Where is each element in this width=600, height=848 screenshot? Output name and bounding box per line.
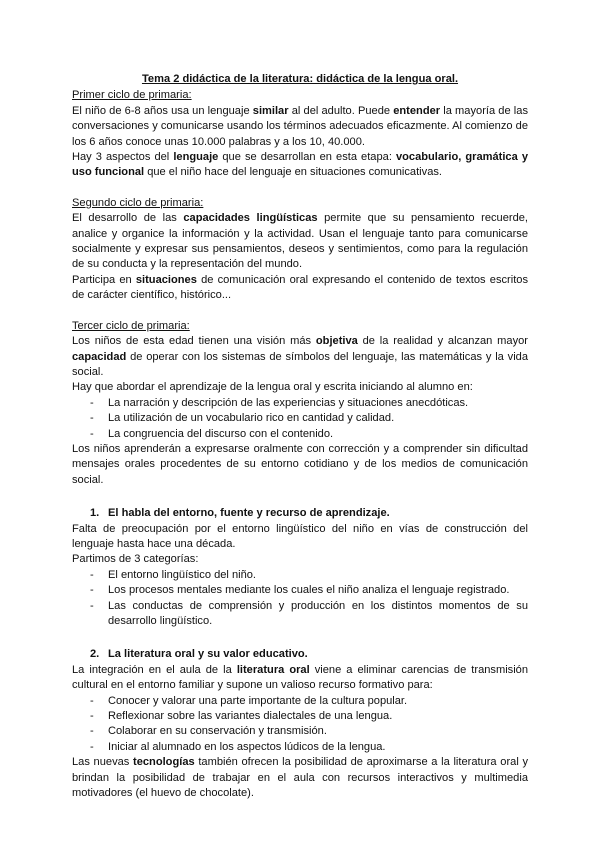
bold-term: tecnologías	[133, 756, 195, 769]
list-item: - Los procesos mentales mediante los cuales el niño analiza el lenguaje registrado.	[72, 583, 528, 598]
list-item: - La congruencia del discurso con el contenido.	[72, 427, 528, 442]
list-item: - Las conductas de comprensión y producción en los distintos momentos de su desarrollo lingüístico.	[72, 599, 528, 630]
text-run: que el niño hace del lenguaje en situaciones comunicativas.	[144, 166, 442, 179]
list-item: - La narración y descripción de las experiencias y situaciones anecdóticas.	[72, 396, 528, 411]
section-2-paragraph-1	[72, 663, 528, 694]
bold-term: literatura oral	[236, 663, 310, 676]
section-segundo-ciclo	[72, 196, 528, 304]
bold-term: capacidades lingüísticas	[183, 212, 318, 225]
segundo-ciclo-heading: Segundo ciclo de primaria:	[72, 196, 204, 209]
list-item: - Colaborar en su conservación y transmisión.	[72, 724, 528, 739]
section-1-list	[72, 568, 528, 630]
list-item: - Reflexionar sobre las variantes dialectales de una lengua.	[72, 709, 528, 724]
text-run: también ofrecen la posibilidad de aproximarse a la literatura oral y brindan la posibilidad de trabajar en el aula con recursos interactivos y multimedia motivadores (el huevo de chocolate).	[72, 756, 528, 800]
section-tercer-ciclo	[72, 319, 528, 488]
bold-term: similar	[252, 104, 289, 117]
bold-term: entender	[393, 104, 441, 117]
text-run: viene a eliminar carencias de transmisión cultural en el entorno familiar y supone un valioso recurso formativo para:	[72, 663, 529, 692]
section-1	[72, 506, 528, 629]
text-run: al del adulto. Puede	[288, 104, 394, 117]
text-run: Hay 3 aspectos del	[72, 151, 174, 164]
list-item: - El entorno lingüístico del niño.	[72, 568, 528, 583]
section-2-number: 2.	[90, 648, 100, 661]
text-run: El desarrollo de las	[72, 212, 184, 225]
bold-term: capacidad	[72, 350, 127, 363]
section-1-number: 1.	[90, 507, 100, 520]
segundo-ciclo-paragraph-1	[72, 211, 528, 273]
section-2-title: La literatura oral y su valor educativo.	[108, 648, 308, 661]
text-run: Participa en	[72, 273, 136, 286]
tercer-ciclo-paragraph-1	[72, 334, 528, 380]
text-run: la mayoría de las conversaciones y comunicarse usando los términos adecuados eficazmente. Al comienzo de los 6 años conoce unas 10.000 palabras y a los 10, 40.000.	[72, 104, 528, 148]
section-2-heading	[72, 647, 528, 662]
primer-ciclo-paragraph-1	[72, 104, 528, 150]
text-run: El niño de 6-8 años usa un lenguaje	[72, 104, 253, 117]
section-primer-ciclo	[72, 88, 528, 180]
list-item: - Iniciar al alumnado en los aspectos lúdicos de la lengua.	[72, 740, 528, 755]
text-run: Las nuevas	[72, 756, 134, 769]
tercer-ciclo-paragraph-3: Los niños aprenderán a expresarse oralmente con corrección y a comprender sin dificultad mensajes orales procedentes de su entorno cotidiano y de los medios de comunicación social.	[72, 442, 528, 486]
text-run: La integración en el aula de la	[72, 663, 237, 676]
bold-term: lenguaje	[173, 151, 219, 164]
tercer-ciclo-heading: Tercer ciclo de primaria:	[72, 319, 190, 332]
primer-ciclo-paragraph-2	[72, 150, 528, 181]
list-item: - Conocer y valorar una parte importante de la cultura popular.	[72, 694, 528, 709]
section-2-paragraph-2	[72, 755, 528, 801]
section-2-list	[72, 694, 528, 756]
text-run: que se desarrollan en esta etapa:	[218, 151, 396, 164]
tercer-ciclo-list	[72, 396, 528, 442]
tercer-ciclo-paragraph-2: Hay que abordar el aprendizaje de la lengua oral y escrita iniciando al alumno en:	[72, 381, 473, 394]
section-1-paragraph-1: Falta de preocupación por el entorno lingüístico del niño en vías de construcción del lenguaje hasta hace una década.	[72, 522, 528, 550]
text-run: Los niños de esta edad tienen una visión más	[72, 335, 316, 348]
bold-term: vocabulario, gramática y uso funcional	[72, 151, 528, 179]
text-run: de operar con los sistemas de símbolos del lenguaje, las matemáticas y la vida social.	[72, 350, 528, 378]
text-run: de la realidad y alcanzan mayor	[357, 335, 528, 348]
section-1-paragraph-2: Partimos de 3 categorías:	[72, 553, 199, 566]
text-run: de comunicación oral expresando el contenido de textos escritos de carácter científico, histórico...	[72, 273, 529, 302]
document-title: Tema 2 didáctica de la literatura: didáctica de la lengua oral.	[141, 73, 459, 85]
primer-ciclo-heading: Primer ciclo de primaria:	[72, 89, 192, 102]
bold-term: situaciones	[135, 273, 197, 286]
segundo-ciclo-paragraph-2	[72, 273, 528, 304]
section-1-title: El habla del entorno, fuente y recurso de aprendizaje.	[108, 507, 390, 520]
list-item: - La utilización de un vocabulario rico en cantidad y calidad.	[72, 411, 528, 426]
section-2	[72, 647, 528, 801]
section-1-heading	[72, 506, 528, 521]
text-run: permite que su pensamiento recuerde, analice y organice la información y la actividad. Usan el lenguaje tanto para comunicarse socialmente y expresar sus pensamientos, deseos y sentimientos, como para la regulación de su conducta y la representación del mundo.	[72, 212, 528, 271]
bold-term: objetiva	[315, 335, 358, 348]
